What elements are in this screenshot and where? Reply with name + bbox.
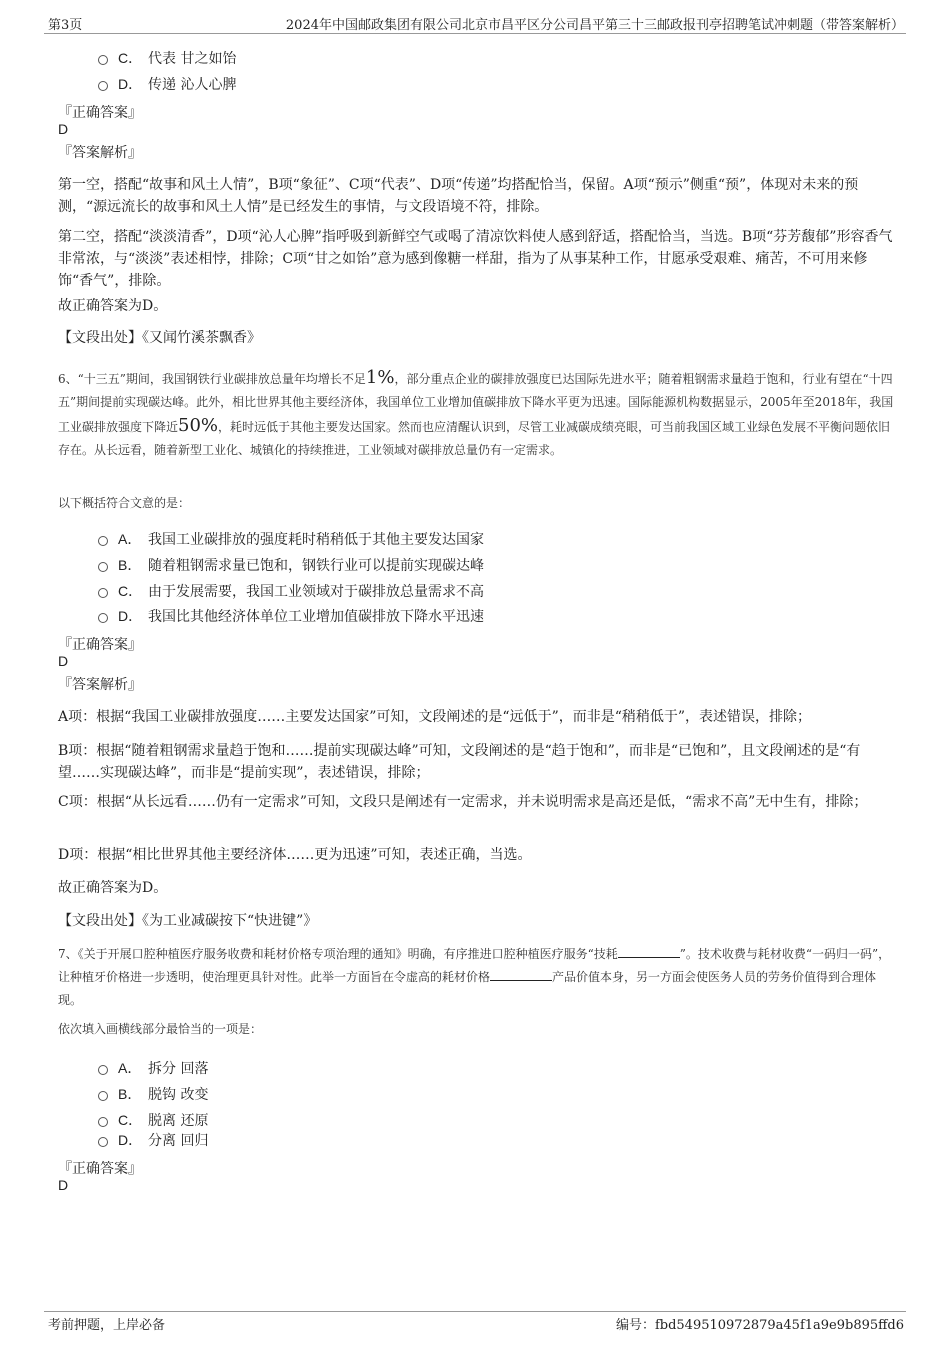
- q6-analysis-a: A项：根据“我国工业碳排放强度……主要发达国家”可知，文段阐述的是“远低于”，而非是“稍稍低于”，表述错误，排除；: [58, 709, 812, 725]
- footer-slogan: 考前押题，上岸必备: [48, 1318, 166, 1333]
- q7-option-a[interactable]: A． 拆分 回落: [98, 1058, 208, 1078]
- q6-percent-1: 1%: [365, 367, 395, 388]
- radio-icon[interactable]: [98, 1137, 108, 1147]
- q6-stem: 6、“十三五”期间，我国钢铁行业碳排放总量年均增长不足1%，部分重点企业的碳排放强度已达国际先进水平；随着粗钢需求量趋于饱和，行业有望在“十四五”期间提前实现碳达峰。此外，相比世界其他主要经济体，我国单位工业增加值碳排放下降水平更为迅速。国际能源机构数据显示，2005年至2018年，我国工业碳排放强度下降近50%，耗时远低于其他主要发达国家。然而也应清醒认识到，尽管工业减碳成绩亮眼，可当前我国区域工业绿色发展不平衡问题依旧存在。从长远看，随着新型工业化、城镇化的持续推进，工业领域对碳排放总量仍有一定需求。: [58, 367, 894, 457]
- q5-option-c[interactable]: C． 代表 甘之如饴: [98, 48, 236, 68]
- q6-option-d[interactable]: D． 我国比其他经济体单位工业增加值碳排放下降水平迅速: [98, 606, 484, 626]
- q7-prompt: 依次填入画横线部分最恰当的一项是：: [58, 1022, 263, 1036]
- radio-icon[interactable]: [98, 536, 108, 546]
- q6-analysis-d: D项：根据“相比世界其他主要经济体……更为迅速”可知，表述正确，当选。: [58, 847, 532, 863]
- q5-source: 【文段出处】《又闻竹溪茶飘香》: [58, 330, 261, 346]
- q7-answer-label: 『正确答案』: [58, 1161, 142, 1177]
- q5-answer: D: [58, 121, 69, 137]
- q6-answer: D: [58, 653, 69, 669]
- radio-icon[interactable]: [98, 588, 108, 598]
- radio-icon[interactable]: [98, 1091, 108, 1101]
- q6-conclusion: 故正确答案为D。: [58, 880, 168, 896]
- q6-answer-label: 『正确答案』: [58, 637, 142, 653]
- q6-source: 【文段出处】《为工业减碳按下“快进键”》: [58, 913, 318, 929]
- page-number: 第3页: [48, 18, 83, 33]
- radio-icon[interactable]: [98, 562, 108, 572]
- q5-analysis-label: 『答案解析』: [58, 145, 142, 161]
- radio-icon[interactable]: [98, 55, 108, 65]
- q6-option-c[interactable]: C． 由于发展需要，我国工业领域对于碳排放总量需求不高: [98, 581, 484, 601]
- radio-icon[interactable]: [98, 81, 108, 91]
- q6-percent-2: 50%: [178, 415, 219, 436]
- q5-conclusion: 故正确答案为D。: [58, 298, 168, 314]
- document-title: 2024年中国邮政集团有限公司北京市昌平区分公司昌平第三十三邮政报刊亭招聘笔试冲刺题（带答案解析）: [285, 18, 904, 33]
- q5-option-d[interactable]: D． 传递 沁人心脾: [98, 74, 236, 94]
- q6-analysis-c: C项：根据“从长远看……仍有一定需求”可知，文段只是阐述有一定需求，并未说明需求是高还是低，“需求不高”无中生有，排除；: [58, 794, 868, 810]
- q7-option-b[interactable]: B． 脱钩 改变: [98, 1084, 208, 1104]
- document-id: 编号：fbd549510972879a45f1a9e9b895ffd6: [615, 1318, 904, 1333]
- q6-analysis-label: 『答案解析』: [58, 677, 142, 693]
- radio-icon[interactable]: [98, 1065, 108, 1075]
- q6-analysis-b: B项：根据“随着粗钢需求量趋于饱和……提前实现碳达峰”可知，文段阐述的是“趋于饱和”，而非是“已饱和”，且文段阐述的是“有望……实现碳达峰”，而非是“提前实现”，表述错误，排除；: [58, 743, 861, 781]
- q7-stem: 7、《关于开展口腔种植医疗服务收费和耗材价格专项治理的通知》明确，有序推进口腔种植医疗服务“技耗 ”。技术收费与耗材收费“一码归一码”，让种植牙价格进一步透明，使治理更具针对性。此举一方面旨在令虚高的耗材价格 产品价值本身，另一方面会使医务人员的劳务价值得到合理体现。: [58, 947, 891, 1007]
- footer-divider: [44, 1311, 906, 1312]
- radio-icon[interactable]: [98, 613, 108, 623]
- radio-icon[interactable]: [98, 1117, 108, 1127]
- blank-line: [490, 970, 552, 981]
- q6-option-a[interactable]: A． 我国工业碳排放的强度耗时稍稍低于其他主要发达国家: [98, 529, 484, 549]
- q6-prompt: 以下概括符合文意的是：: [58, 496, 191, 510]
- q6-option-b[interactable]: B． 随着粗钢需求量已饱和，钢铁行业可以提前实现碳达峰: [98, 555, 484, 575]
- q7-answer: D: [58, 1177, 69, 1193]
- q5-analysis-p1: 第一空，搭配“故事和风土人情”，B项“象征”、C项“代表”、D项“传递”均搭配恰当，保留。A项“预示”侧重“预”，体现对未来的预测，“源远流长的故事和风土人情”是已经发生的事情，与文段语境不符，排除。: [58, 177, 859, 215]
- q7-option-c[interactable]: C． 脱离 还原: [98, 1110, 208, 1130]
- header-divider: [44, 33, 906, 34]
- blank-line: [618, 947, 680, 958]
- q7-option-d[interactable]: D． 分离 回归: [98, 1130, 208, 1150]
- q5-answer-label: 『正确答案』: [58, 105, 142, 121]
- q5-analysis-p2: 第二空，搭配“淡淡清香”，D项“沁人心脾”指呼吸到新鲜空气或喝了清凉饮料使人感到舒适，搭配恰当，当选。B项“芬芳馥郁”形容香气非常浓，与“淡淡”表述相悖，排除；C项“甘之如饴”意为感到像糖一样甜，指为了从事某种工作，甘愿承受艰难、痛苦，不可用来修饰“香气”，排除。: [58, 229, 893, 289]
